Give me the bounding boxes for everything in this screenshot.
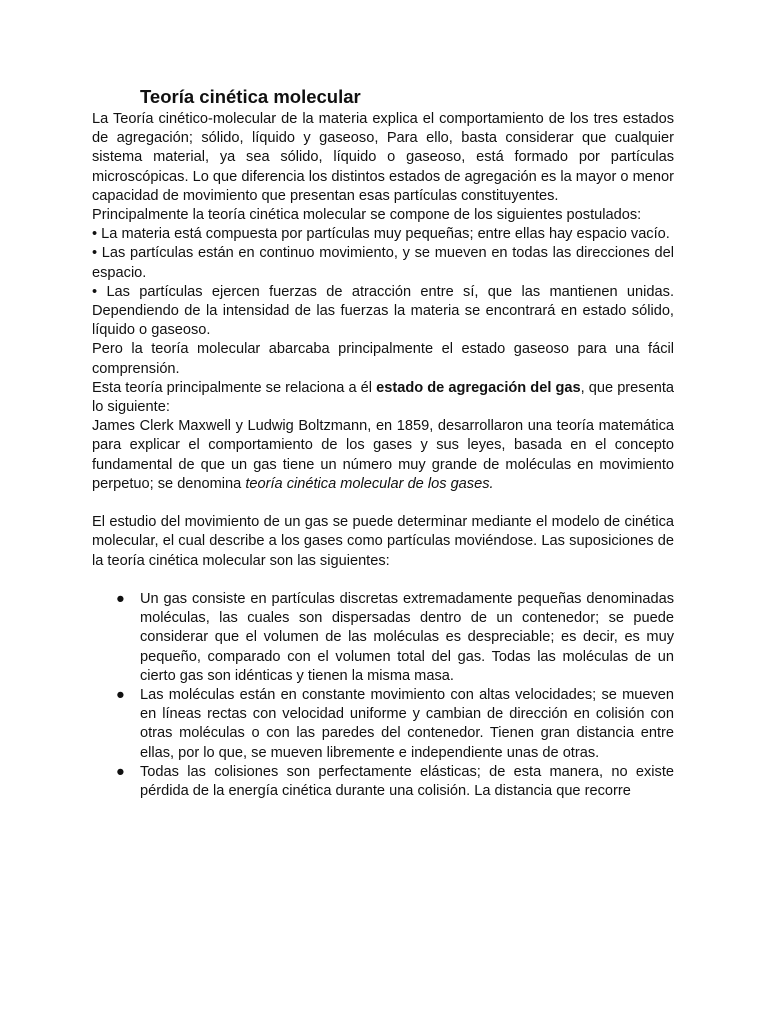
gas-relation-paragraph	[92, 379, 674, 417]
gas-relation-text: Esta teoría principalmente se relaciona a él	[92, 379, 377, 396]
spacer	[92, 494, 674, 513]
list-item-text: Las moléculas están en constante movimiento con altas velocidades; se mueven en líneas rectas con velocidad uniforme y cambian de dirección en colisión con otras moléculas o con las paredes del contenedor. Tienen gran distancia entre ellas, por lo que, se mueven libremente e independiente unas de otras.	[140, 687, 674, 761]
document-page	[92, 86, 674, 801]
list-item	[92, 686, 674, 763]
spacer	[92, 571, 674, 590]
maxwell-boltzmann-paragraph	[92, 417, 674, 494]
list-item	[92, 763, 674, 801]
assumptions-list	[92, 590, 674, 801]
model-paragraph: El estudio del movimiento de un gas se puede determinar mediante el modelo de cinética molecular, el cual describe a los gases como partículas moviéndose. Las suposiciones de la teoría cinética molecular son las siguientes:	[92, 514, 674, 569]
list-item	[92, 590, 674, 686]
intro-paragraph: La Teoría cinético-molecular de la materia explica el comportamiento de los tres estados de agregación; sólido, líquido y gaseoso, Para ello, basta considerar que cualquier sistema material, ya sea sólido, líquido o gaseoso, está formado por partículas microscópicas. Lo que diferencia los distintos estados de agregación es la mayor o menor capacidad de movimiento que presentan esas partículas constituyentes.	[92, 111, 674, 204]
postulates-intro: Principalmente la teoría cinética molecular se compone de los siguientes postulados:	[92, 207, 642, 224]
gas-relation-bold: estado de agregación del gas	[376, 379, 581, 396]
bullet-icon: ●	[116, 591, 125, 608]
postulate-item: • Las partículas ejercen fuerzas de atracción entre sí, que las mantienen unidas. Dependiendo de la intensidad de las fuerzas la materia se encontrará en estado sólido, líquido o gaseoso.	[92, 283, 674, 339]
list-item-text: Todas las colisiones son perfectamente elásticas; de esta manera, no existe pérdida de la energía cinética durante una colisión. La distancia que recorre	[140, 763, 674, 800]
list-item-text: Un gas consiste en partículas discretas extremadamente pequeñas denominadas moléculas, las cuales son dispersadas dentro de un contenedor; se puede considerar que el volumen de las moléculas es despreciable; es decir, es muy pequeño, comparado con el volumen total del gas. Todas las moléculas de un cierto gas son idénticas y tienen la misma masa.	[140, 591, 674, 684]
bullet-icon: ●	[116, 687, 125, 704]
gas-state-paragraph: Pero la teoría molecular abarcaba principalmente el estado gaseoso para una fácil comprensión.	[92, 341, 674, 377]
maxwell-boltzmann-text: James Clerk Maxwell y Ludwig Boltzmann, en 1859, desarrollaron una teoría matemática para explicar el comportamiento de los gases y sus leyes, basada en el concepto fundamental de que un gas tiene un número muy grande de moléculas en movimiento perpetuo; se denomina	[92, 418, 674, 492]
postulate-item: • Las partículas están en continuo movimiento, y se mueven en todas las direcciones del espacio.	[92, 245, 674, 281]
gas-relation-text-end: , que presenta lo siguiente:	[92, 379, 674, 416]
document-title: Teoría cinética molecular	[140, 86, 361, 107]
postulate-item: • La materia está compuesta por partículas muy pequeñas; entre ellas hay espacio vacío.	[92, 226, 670, 243]
maxwell-boltzmann-italic: teoría cinética molecular de los gases.	[245, 475, 494, 492]
bullet-icon: ●	[116, 763, 125, 780]
